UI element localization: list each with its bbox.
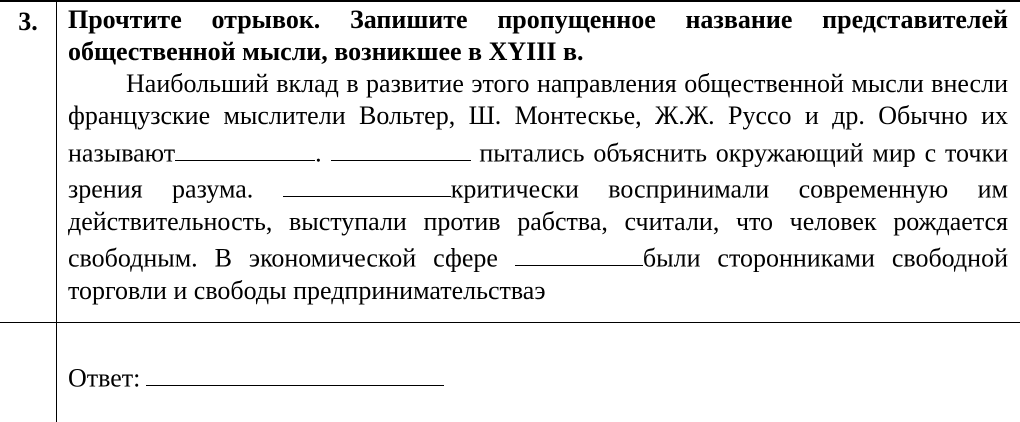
answer-label: Ответ:: [68, 363, 141, 393]
task-number: 3.: [18, 7, 38, 36]
passage-text-5: были сторонниками свободной торговли и свободы предпринимательстваэ: [68, 243, 1008, 305]
fill-blank-1: [175, 133, 315, 161]
table-row-divider: [0, 322, 1020, 323]
table-top-border: [0, 0, 1020, 2]
table-column-divider: [56, 0, 57, 422]
answer-row: [68, 358, 444, 394]
passage-text-2: .: [315, 137, 322, 167]
passage-text-1: Наибольший вклад в развитие этого направления общественной мысли внесли французские мыслители Вольтер, Ш. Монтескье, Ж.Ж. Руссо и др. Обычно их называют: [68, 69, 1008, 167]
fill-blank-4: [515, 238, 643, 266]
answer-field[interactable]: [146, 358, 444, 386]
task-passage: [68, 68, 1008, 307]
fill-blank-2: [331, 133, 471, 161]
task-content: [68, 4, 1008, 307]
passage-text-4: критически воспринимали современную им действительность, выступали против рабства, считали, что человек рождается свободным. В экономической сфере: [68, 174, 1009, 273]
task-heading: Прочтите отрывок. Запишите пропущенное название представителей общественной мысли, возникшее в XYIII в.: [68, 5, 1008, 66]
fill-blank-3: [283, 169, 451, 197]
passage-text-3: пытались объяснить окружающий мир с точки зрения разума.: [68, 137, 1009, 204]
